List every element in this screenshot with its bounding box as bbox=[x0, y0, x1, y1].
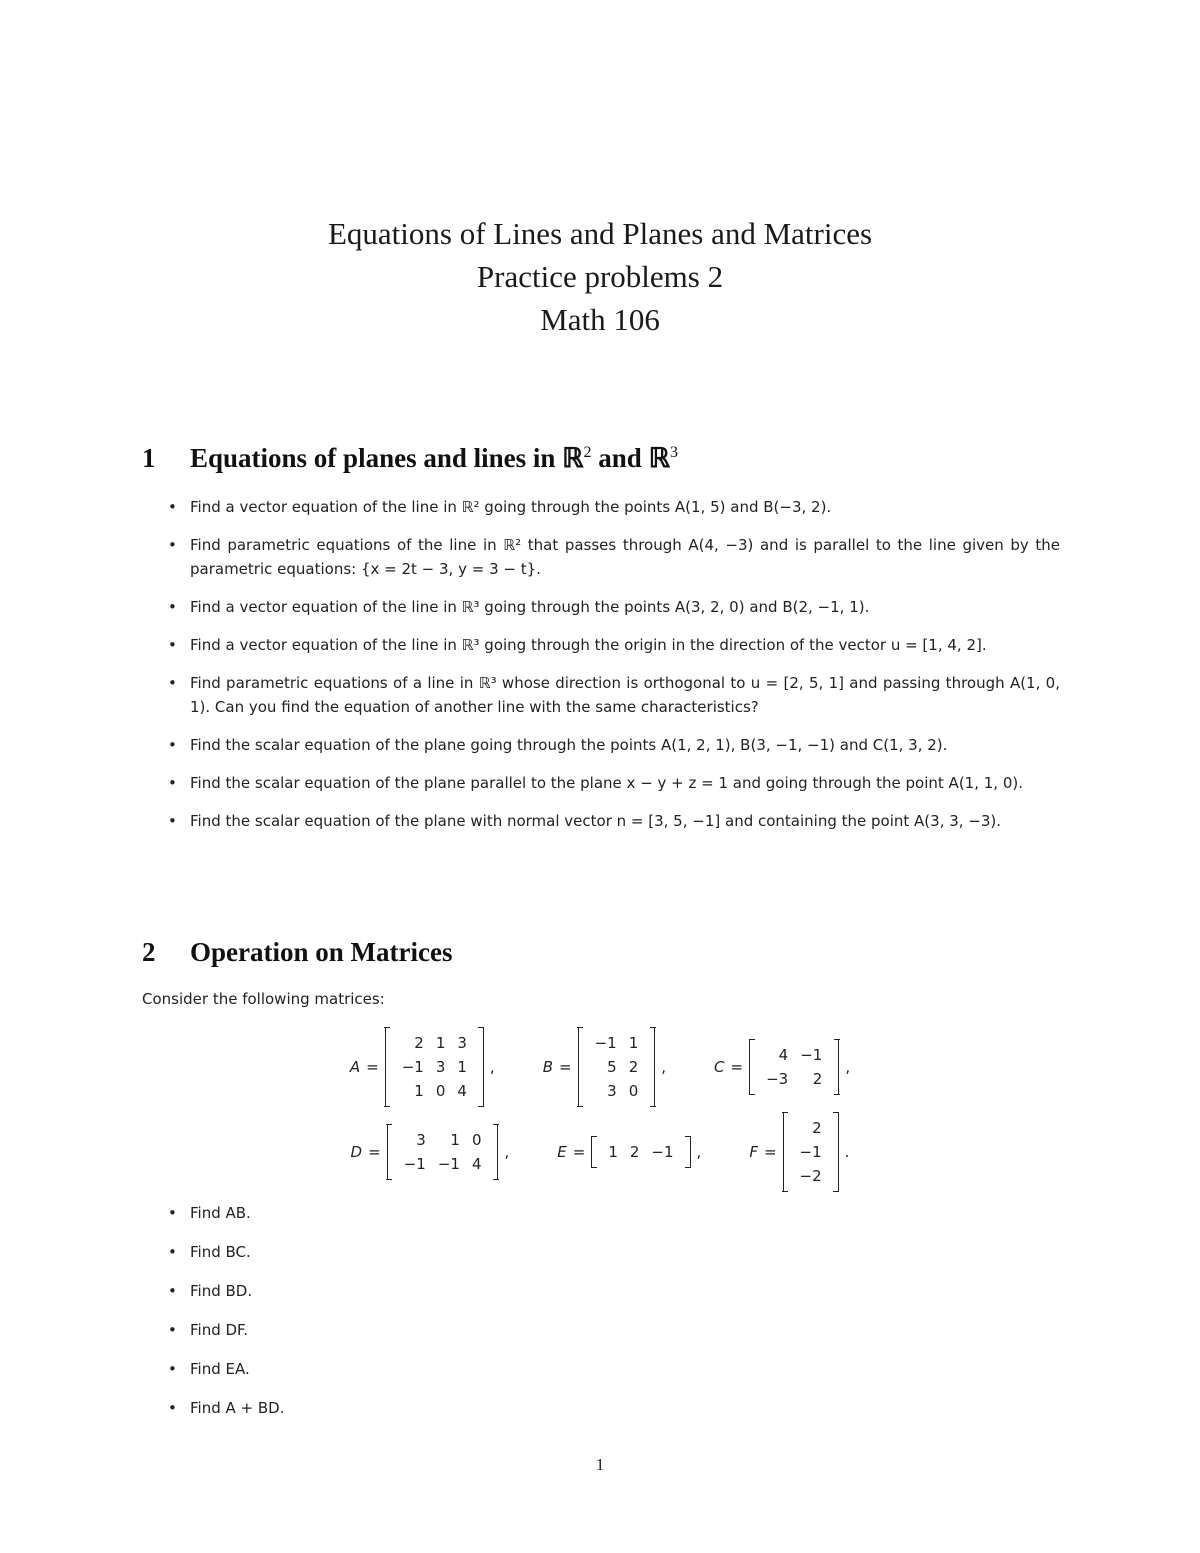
problem-item: • Find a vector equation of the line in ℝ³ going through the points A(3, 2, 0) and B(2, −1, 1). bbox=[168, 595, 1060, 619]
matrix-cell: 0 bbox=[471, 1131, 482, 1149]
title-main: Equations of Lines and Planes and Matrices bbox=[327, 216, 873, 251]
matrix-cell: 4 bbox=[778, 1046, 789, 1064]
matrix-D: D = 3 1 0 −1 −1 4 , bbox=[351, 1125, 510, 1179]
matrix-F: F = 2 −1 −2 . bbox=[749, 1113, 849, 1191]
matrix-cell: 0 bbox=[628, 1082, 639, 1100]
matrix-cell: 3 bbox=[416, 1131, 426, 1149]
section-1-problem-list bbox=[168, 495, 1060, 833]
matrix-cell: 3 bbox=[607, 1082, 617, 1100]
matrix-cell: −1 bbox=[403, 1155, 426, 1173]
problem-item: • Find AB. bbox=[168, 1201, 1060, 1225]
matrix-cell: −1 bbox=[594, 1034, 617, 1052]
matrix-cell: −1 bbox=[800, 1046, 823, 1064]
matrix-cell: 4 bbox=[457, 1082, 467, 1100]
bullet-icon: • bbox=[168, 1399, 177, 1417]
matrix-A: A = 2 1 3 −1 3 1 1 0 4 , bbox=[350, 1028, 495, 1106]
matrix-cell: 0 bbox=[435, 1082, 446, 1100]
matrix-cell: −2 bbox=[799, 1167, 822, 1185]
problem-item: • Find the scalar equation of the plane parallel to the plane x − y + z = 1 and going through the point A(1, 1, 0). bbox=[168, 771, 1060, 795]
matrix-cell: −1 bbox=[651, 1143, 674, 1161]
section-2-problem-list bbox=[168, 1201, 1060, 1420]
matrix-cell: 2 bbox=[414, 1034, 424, 1052]
section-1-heading-mid: and ℝ bbox=[591, 443, 670, 473]
section-2-heading-text: Operation on Matrices bbox=[190, 937, 453, 967]
problem-item: • Find DF. bbox=[168, 1318, 1060, 1342]
matrix-cell: 2 bbox=[812, 1119, 822, 1137]
matrix-cell: −1 bbox=[401, 1058, 424, 1076]
matrix-cell: 3 bbox=[435, 1058, 446, 1076]
bullet-icon: • bbox=[168, 1282, 177, 1300]
section-2-intro: Consider the following matrices: bbox=[142, 990, 385, 1008]
bullet-icon: • bbox=[168, 1204, 177, 1222]
bullet-icon: • bbox=[168, 536, 177, 554]
matrix-cell: 1 bbox=[457, 1058, 467, 1076]
section-2-number: 2 bbox=[142, 937, 156, 967]
matrix-cell: 3 bbox=[457, 1034, 467, 1052]
matrix-cell: 2 bbox=[812, 1070, 823, 1088]
matrix-E: E = 1 2 −1 , bbox=[557, 1137, 701, 1167]
title-block bbox=[0, 212, 1200, 341]
bullet-icon: • bbox=[168, 774, 177, 792]
bullet-icon: • bbox=[168, 812, 177, 830]
section-1-number: 1 bbox=[142, 443, 156, 473]
problem-item: • Find the scalar equation of the plane with normal vector n = [3, 5, −1] and containing the point A(3, 3, −3). bbox=[168, 809, 1060, 833]
section-1-heading bbox=[142, 443, 678, 474]
matrix-cell: 2 bbox=[628, 1058, 639, 1076]
bullet-icon: • bbox=[168, 598, 177, 616]
bullet-icon: • bbox=[168, 674, 177, 692]
bullet-icon: • bbox=[168, 636, 177, 654]
matrix-cell: 4 bbox=[471, 1155, 482, 1173]
problem-item: • Find BC. bbox=[168, 1240, 1060, 1264]
matrix-B: B = −1 1 5 2 3 0 , bbox=[543, 1028, 666, 1106]
page-number: 1 bbox=[595, 1455, 605, 1474]
bullet-icon: • bbox=[168, 736, 177, 754]
problem-item: • Find a vector equation of the line in ℝ³ going through the origin in the direction of the vector u = [1, 4, 2]. bbox=[168, 633, 1060, 657]
matrix-cell: 1 bbox=[414, 1082, 424, 1100]
problem-item: • Find A + BD. bbox=[168, 1396, 1060, 1420]
bullet-icon: • bbox=[168, 1321, 177, 1339]
bullet-icon: • bbox=[168, 498, 177, 516]
bullet-icon: • bbox=[168, 1243, 177, 1261]
section-1-heading-text: Equations of planes and lines in ℝ bbox=[190, 443, 584, 473]
title-subtitle: Practice problems 2 bbox=[476, 259, 724, 294]
matrix-cell: 2 bbox=[629, 1143, 640, 1161]
matrix-cell: 1 bbox=[628, 1034, 639, 1052]
section-1-heading-sup2: 3 bbox=[669, 444, 678, 461]
matrix-cell: −1 bbox=[437, 1155, 460, 1173]
bullet-icon: • bbox=[168, 1360, 177, 1378]
matrix-C: C = 4 −1 −3 2 , bbox=[714, 1040, 850, 1094]
matrix-cell: −3 bbox=[766, 1070, 789, 1088]
problem-item: • Find a vector equation of the line in ℝ² going through the points A(1, 5) and B(−3, 2). bbox=[168, 495, 1060, 519]
matrix-cell: 5 bbox=[607, 1058, 617, 1076]
matrix-cell: 1 bbox=[435, 1034, 446, 1052]
course-name: Math 106 bbox=[540, 302, 660, 337]
matrix-cell: −1 bbox=[799, 1143, 822, 1161]
problem-item: • Find parametric equations of a line in ℝ³ whose direction is orthogonal to u = [2, 5, 1] and passing through A(1, 0, 1). Can you find the equation of another line with the same characteristics? bbox=[168, 671, 1060, 719]
problem-item: • Find EA. bbox=[168, 1357, 1060, 1381]
problem-item: • Find parametric equations of the line in ℝ² that passes through A(4, −3) and is parallel to the line given by the parametric equations: {x = 2t − 3, y = 3 − t}. bbox=[168, 533, 1060, 581]
section-2-heading bbox=[142, 937, 452, 968]
matrix-cell: 1 bbox=[608, 1143, 618, 1161]
problem-item: • Find BD. bbox=[168, 1279, 1060, 1303]
matrix-row-2 bbox=[0, 1113, 1200, 1191]
matrix-cell: 1 bbox=[450, 1131, 460, 1149]
problem-item: • Find the scalar equation of the plane going through the points A(1, 2, 1), B(3, −1, −1) and C(1, 3, 2). bbox=[168, 733, 1060, 757]
matrix-row-1 bbox=[0, 1028, 1200, 1106]
section-1-heading-sup1: 2 bbox=[583, 444, 592, 461]
